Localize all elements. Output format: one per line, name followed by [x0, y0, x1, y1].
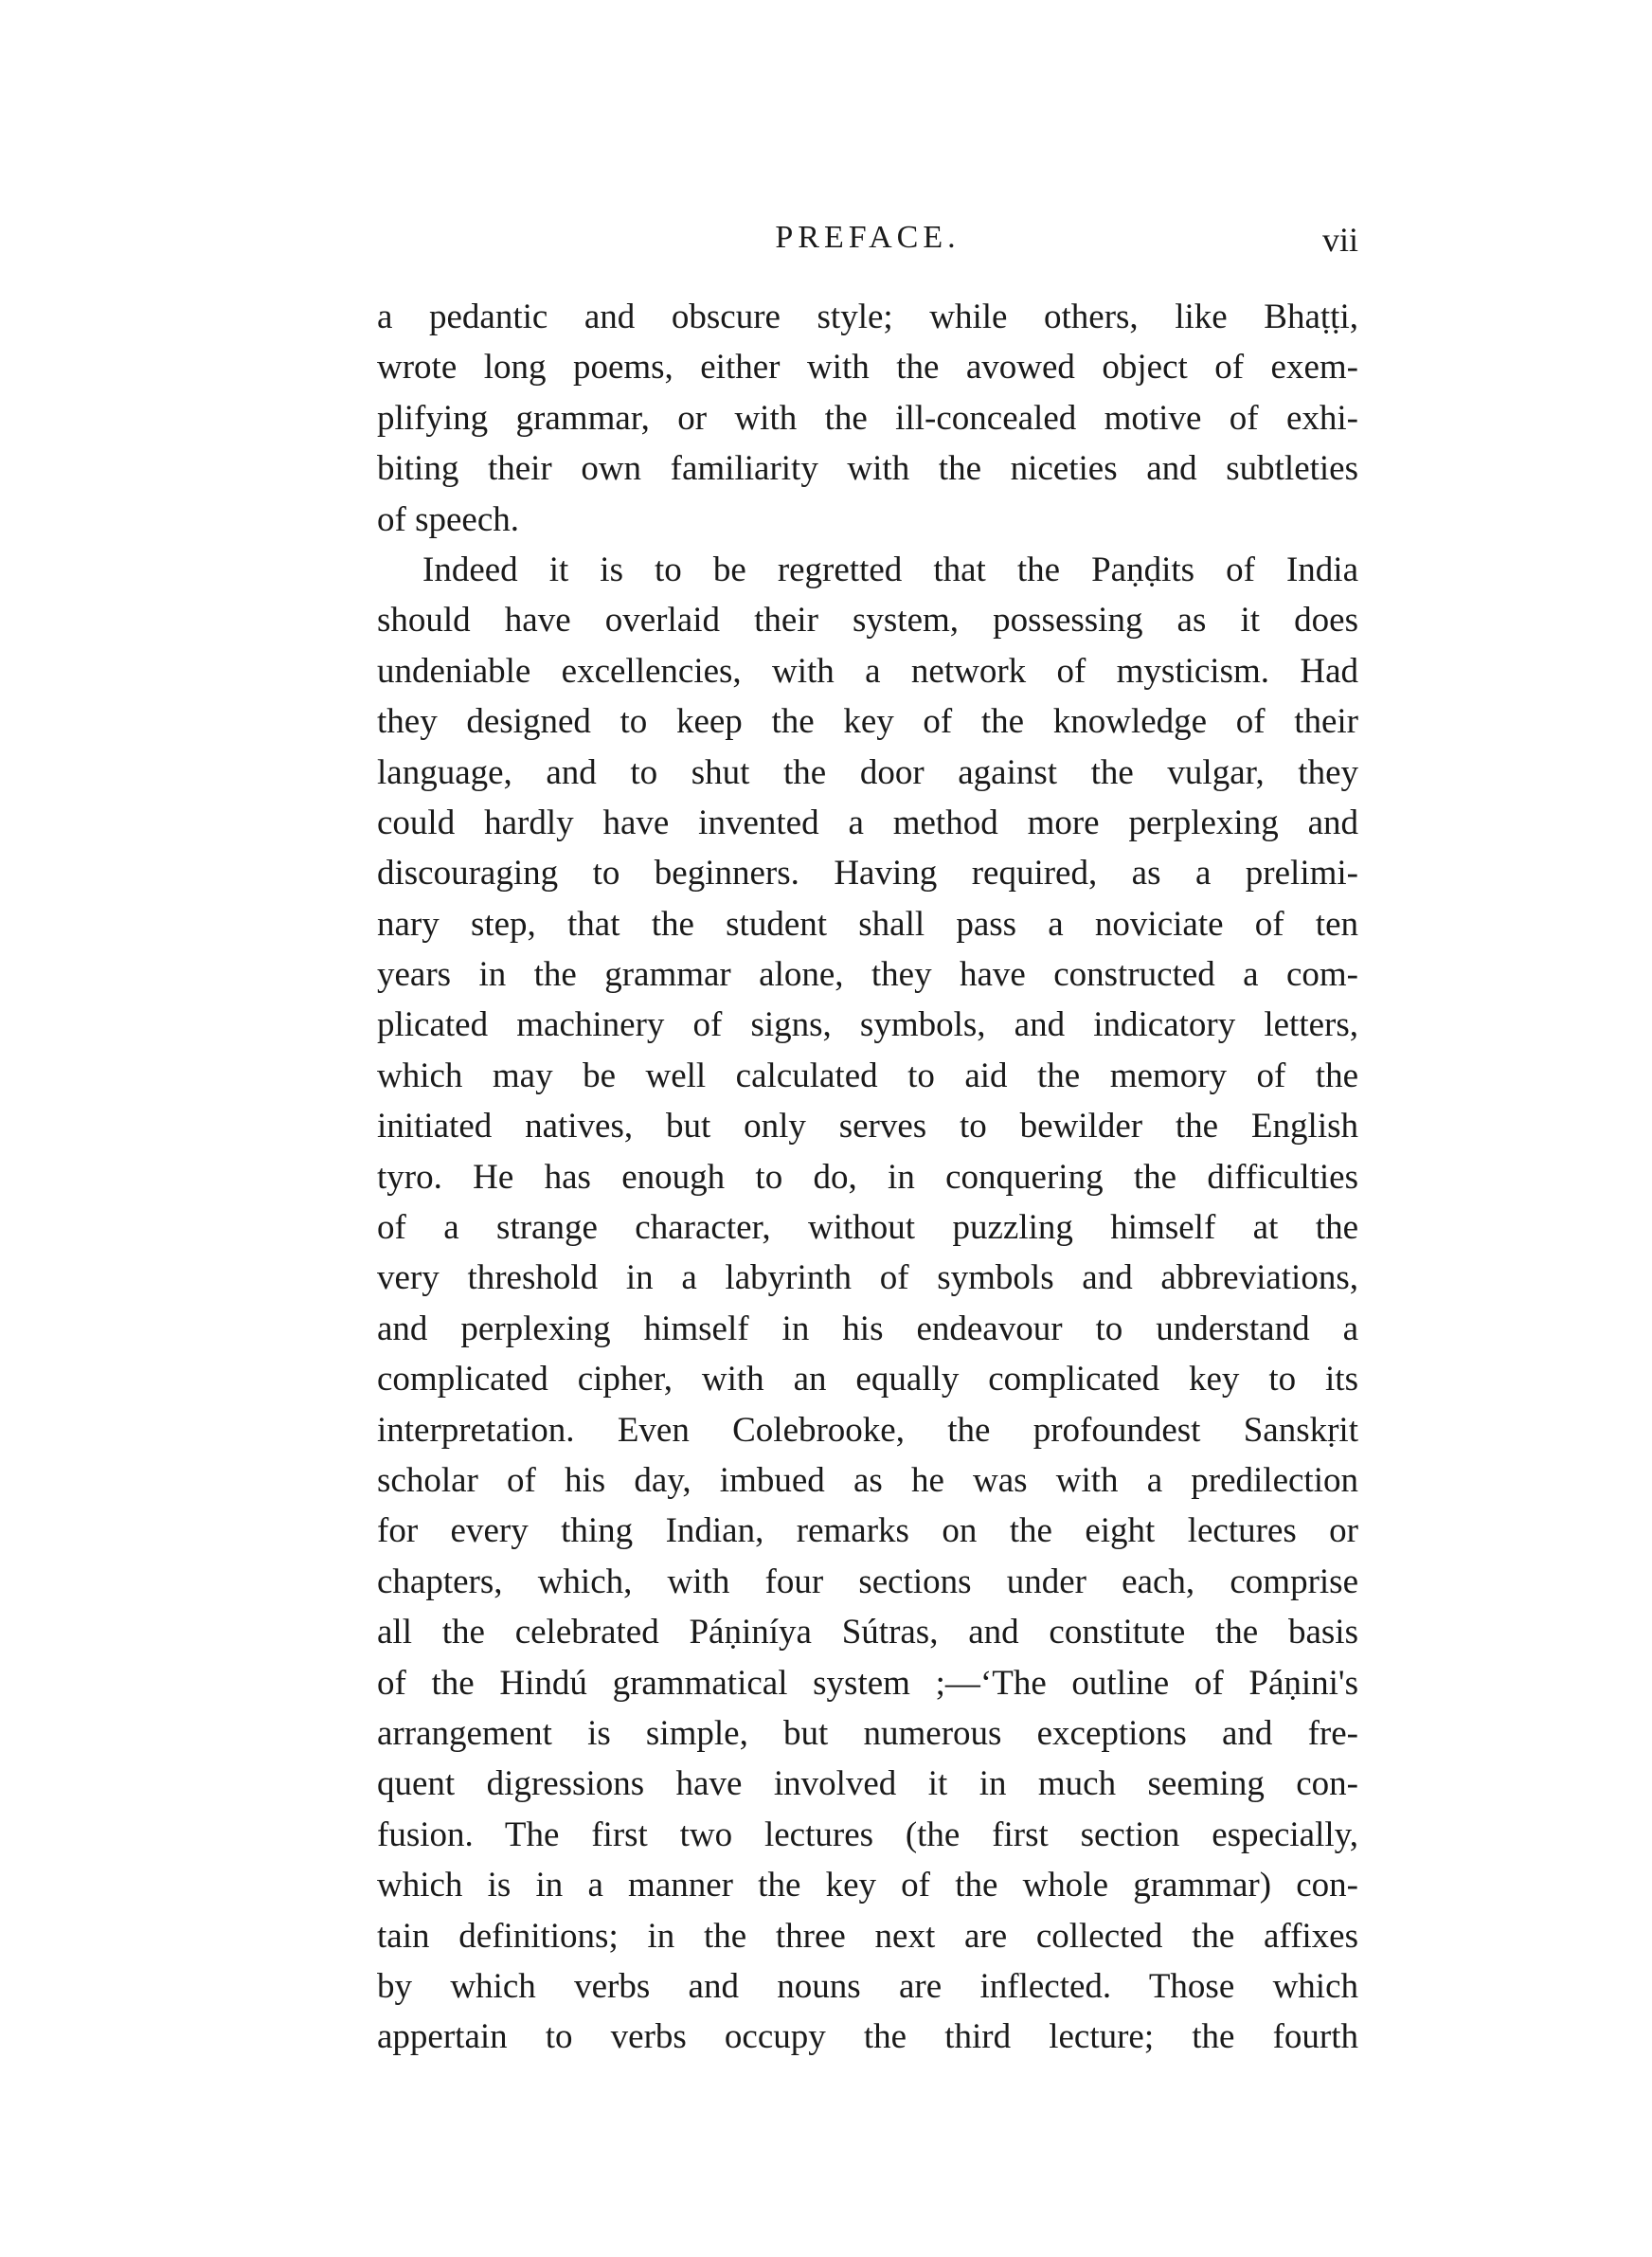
text-line: quent digressions have involved it in much seeming con-: [377, 1764, 1358, 1804]
text-line: should have overlaid their system, possessing as it does: [377, 601, 1358, 641]
paragraph-2: [377, 545, 1358, 2063]
text-line: appertain to verbs occupy the third lecture; the fourth: [377, 2017, 1358, 2057]
running-title: PREFACE.: [775, 220, 961, 255]
text-line: of a strange character, without puzzling himself at the: [377, 1208, 1358, 1248]
text-line: undeniable excellencies, with a network of mysticism. Had: [377, 651, 1358, 691]
text-line: a pedantic and obscure style; while others, like Bhaṭṭi,: [377, 298, 1358, 336]
text-line: very threshold in a labyrinth of symbols and abbreviations,: [377, 1258, 1358, 1298]
text-line: interpretation. Even Colebrooke, the profoundest Sanskṛit: [377, 1410, 1358, 1450]
text-line: by which verbs and nouns are inflected. Those which: [377, 1966, 1358, 2006]
text-line: tyro. He has enough to do, in conquering the difficulties: [377, 1157, 1358, 1197]
text-line: which is in a manner the key of the whole grammar) con-: [377, 1866, 1358, 1905]
text-line: which may be well calculated to aid the memory of the: [377, 1056, 1358, 1095]
text-line: plicated machinery of signs, symbols, and indicatory letters,: [377, 1005, 1358, 1045]
text-line: they designed to keep the key of the knowledge of their: [377, 702, 1358, 742]
text-line: could hardly have invented a method more perplexing and: [377, 803, 1358, 842]
text-line: all the celebrated Páṇiníya Sútras, and constitute the basis: [377, 1613, 1358, 1652]
text-line: of speech.: [377, 499, 519, 539]
text-line: tain definitions; in the three next are collected the affixes: [377, 1916, 1358, 1956]
text-line: for every thing Indian, remarks on the eight lectures or: [377, 1511, 1358, 1551]
text-line: complicated cipher, with an equally complicated key to its: [377, 1360, 1358, 1399]
running-head: [377, 220, 1358, 267]
text-line: fusion. The first two lectures (the first section especially,: [377, 1815, 1358, 1854]
text-line: of the Hindú grammatical system ;—‘The outline of Páṇini's: [377, 1663, 1358, 1703]
text-line: wrote long poems, either with the avowed object of exem-: [377, 348, 1358, 388]
text-line: language, and to shut the door against the vulgar, they: [377, 752, 1358, 792]
text-line: years in the grammar alone, they have constructed a com-: [377, 955, 1358, 995]
text-line: discouraging to beginners. Having required, as a prelimi-: [377, 854, 1358, 894]
text-line: scholar of his day, imbued as he was with a predilection: [377, 1460, 1358, 1500]
paragraph-1: [377, 292, 1358, 545]
body-text: [377, 292, 1358, 2063]
text-line: Indeed it is to be regretted that the Paṇḍits of India: [422, 550, 1358, 589]
text-line: and perplexing himself in his endeavour to understand a: [377, 1309, 1358, 1348]
text-line: nary step, that the student shall pass a noviciate of ten: [377, 904, 1358, 944]
text-line: biting their own familiarity with the niceties and subtleties: [377, 449, 1358, 489]
text-line: arrangement is simple, but numerous exceptions and fre-: [377, 1713, 1358, 1753]
text-line: plifying grammar, or with the ill-concealed motive of exhi-: [377, 398, 1358, 438]
page-number: vii: [1321, 221, 1358, 259]
text-line: chapters, which, with four sections under each, comprise: [377, 1562, 1358, 1601]
text-line: initiated natives, but only serves to bewilder the English: [377, 1107, 1358, 1147]
